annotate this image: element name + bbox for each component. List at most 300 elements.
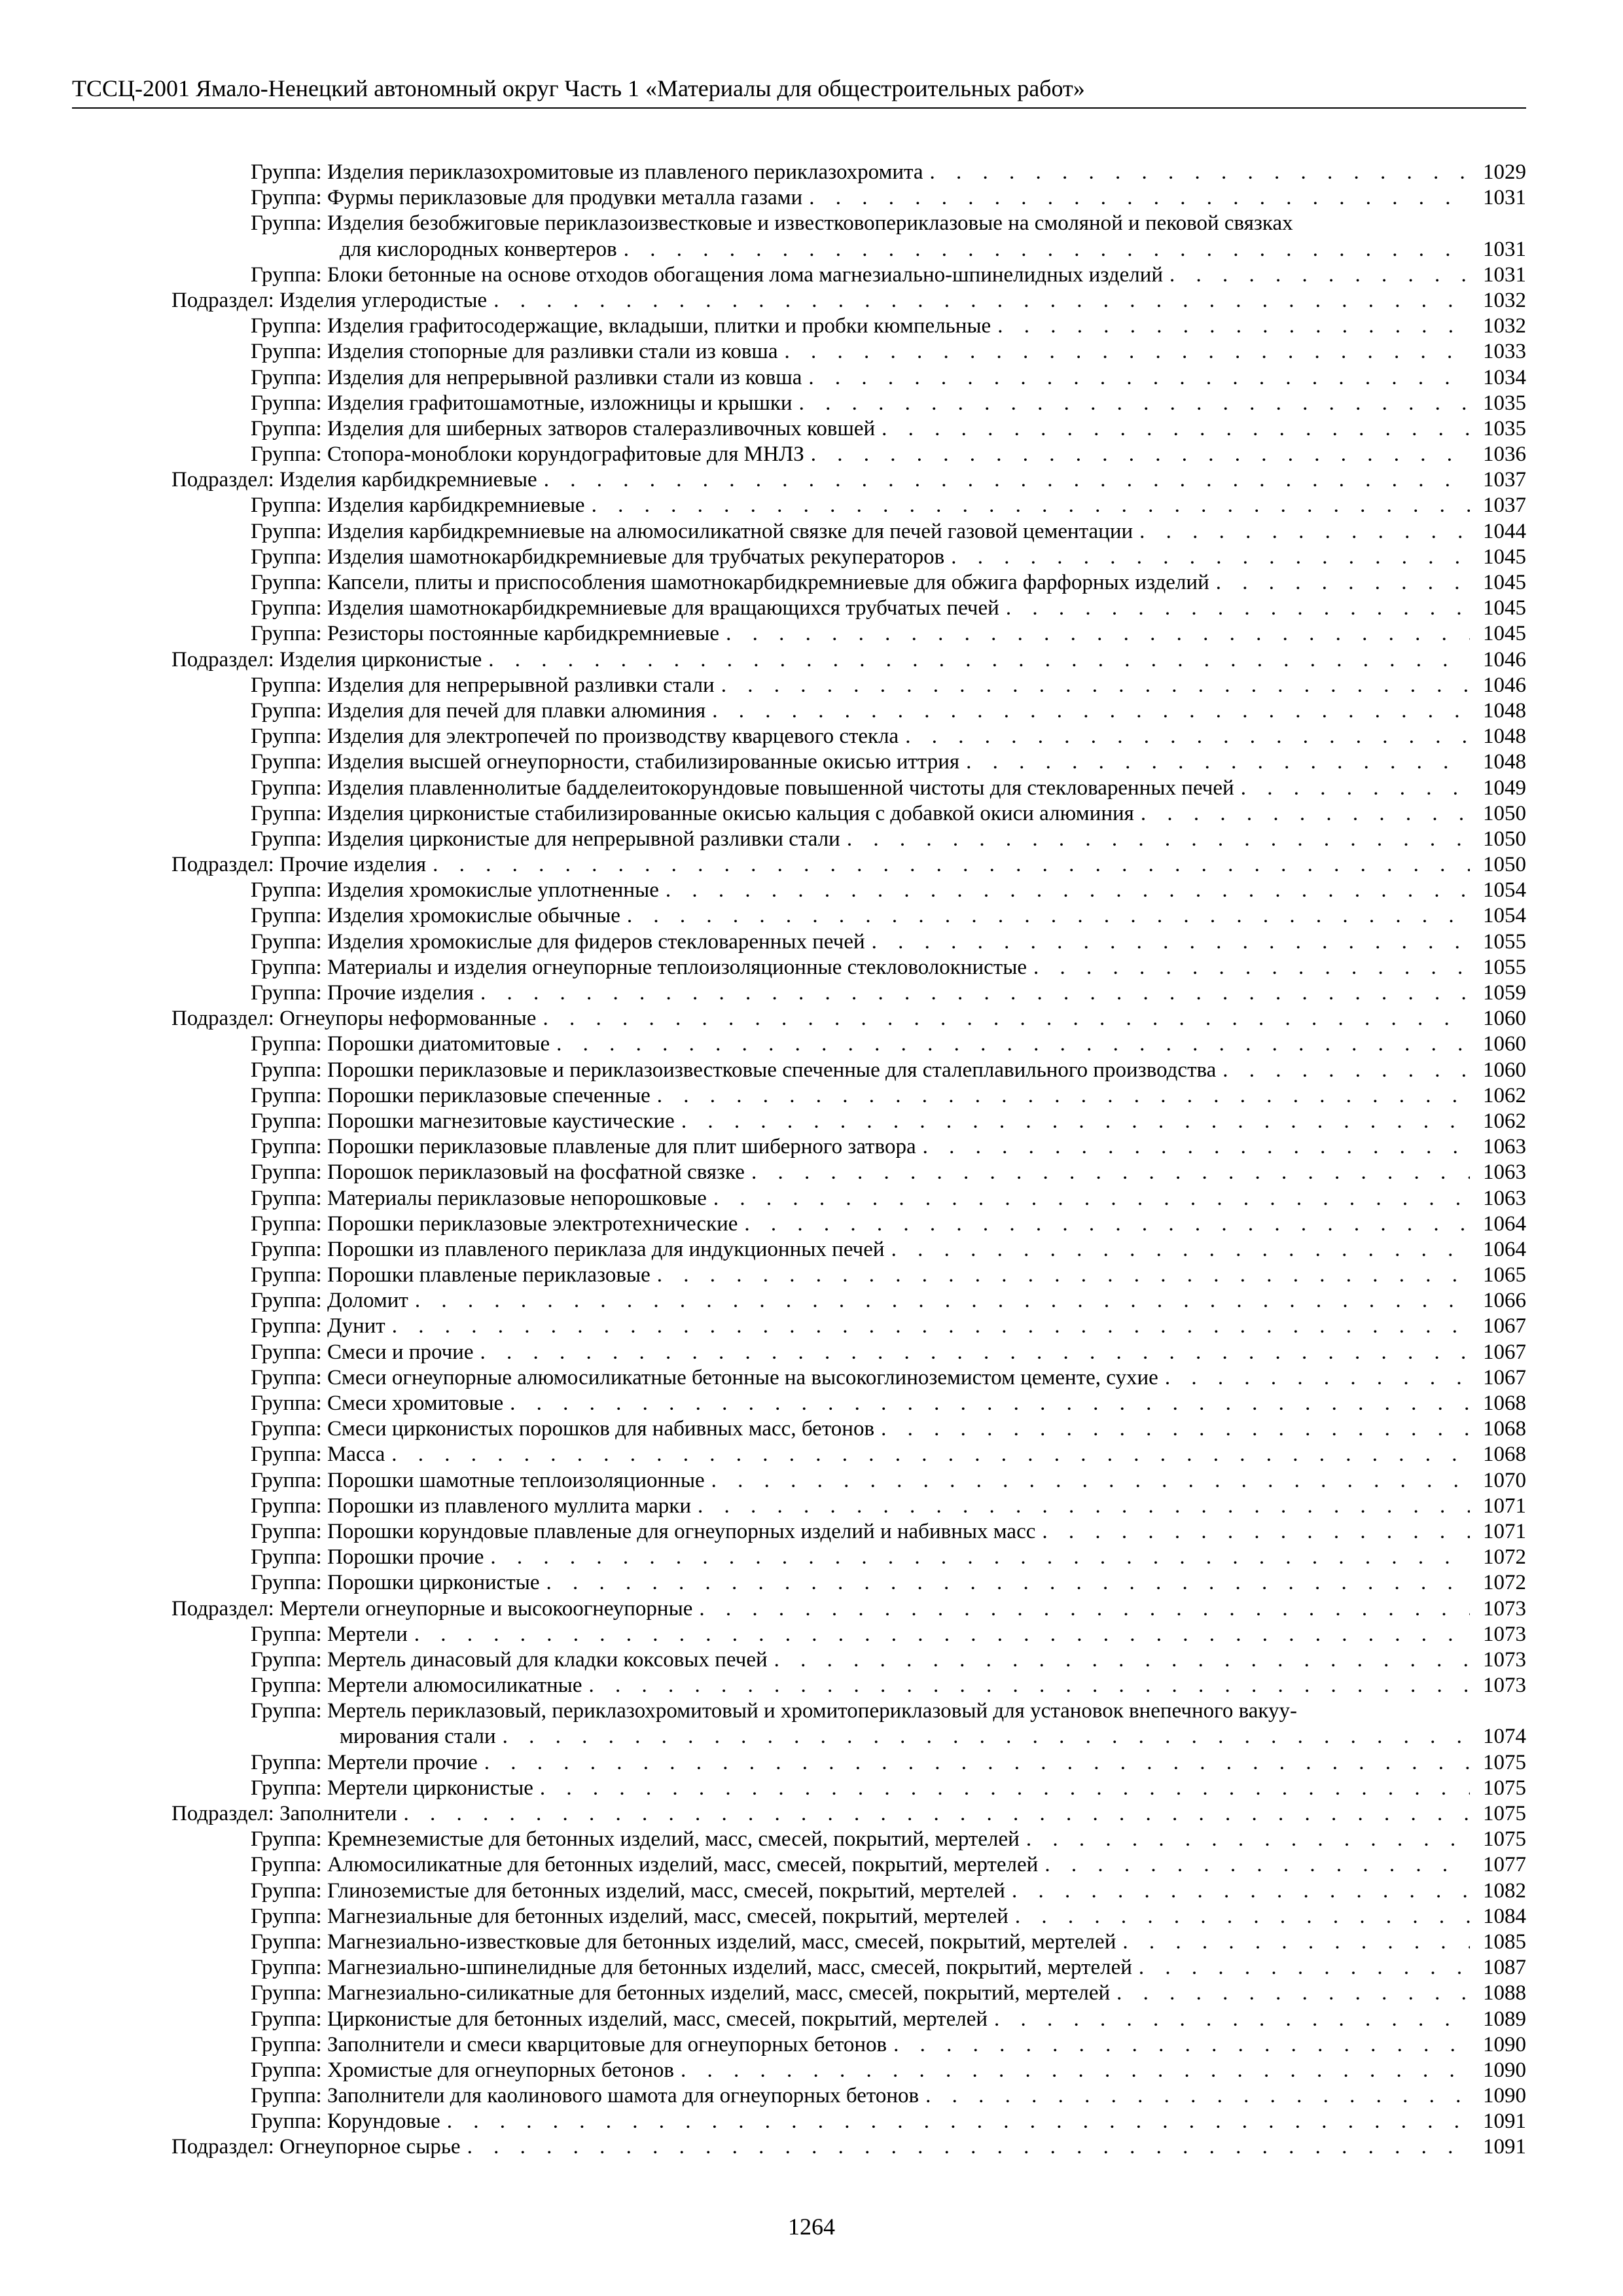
toc-entry-title: Группа: Порошки периклазовые плавленые для плит шиберного затвора — [251, 1135, 916, 1159]
dot-leader — [774, 1647, 1470, 1673]
toc-entry-title: Группа: Алюмосиликатные для бетонных изделий, масс, смесей, покрытий, мертелей — [251, 1853, 1039, 1877]
dot-leader — [1015, 1904, 1470, 1929]
toc-subsection-entry — [0, 2134, 1623, 2160]
toc-group-entry — [0, 1031, 1623, 1057]
dot-leader — [847, 827, 1470, 852]
toc-entry-title: Группа: Изделия карбидкремниевые на алюмосиликатной связке для печей газовой цементации — [251, 519, 1133, 543]
toc-entry-title: Подраздел: Изделия карбидкремниевые — [171, 468, 537, 492]
toc-entry-page: 1066 — [1483, 1289, 1526, 1313]
toc-entry-title: Группа: Блоки бетонные на основе отходов обогащения лома магнезиально-шпинелидных изделий — [251, 262, 1164, 287]
toc-entry-title: Группа: Хромистые для огнеупорных бетонов — [251, 2058, 675, 2082]
dot-leader — [414, 1622, 1470, 1647]
dot-leader — [799, 391, 1470, 416]
dot-leader — [480, 1340, 1471, 1365]
toc-entry-title: Группа: Изделия периклазохромитовые из плавленого периклазохромита — [251, 160, 923, 184]
toc-entry-title: Группа: Порошки плавленые периклазовые — [251, 1263, 651, 1287]
toc-entry-page: 1068 — [1483, 1417, 1526, 1441]
toc-group-entry — [0, 1468, 1623, 1494]
toc-group-entry — [0, 980, 1623, 1006]
toc-entry-title: Группа: Капсели, плиты и приспособления шамотнокарбидкремниевые для обжига фарфорных изделий — [251, 571, 1209, 594]
dot-leader — [493, 288, 1470, 314]
toc-entry-title: Группа: Заполнители для каолинового шамота для огнеупорных бетонов — [251, 2084, 919, 2108]
toc-entry-page: 1068 — [1483, 1391, 1526, 1415]
toc-entry-page: 1062 — [1483, 1083, 1526, 1107]
toc-group-entry — [0, 1134, 1623, 1160]
toc-group-entry — [0, 724, 1623, 749]
toc-group-entry — [0, 416, 1623, 442]
toc-entry-page: 1048 — [1483, 698, 1526, 723]
toc-entry-title: Группа: Смеси огнеупорные алюмосиликатные бетонные на высокоглиноземистом цементе, сухие — [251, 1365, 1158, 1390]
toc-entry-title: Подраздел: Прочие изделия — [171, 853, 427, 877]
toc-entry-page: 1036 — [1483, 442, 1526, 467]
toc-entry-page: 1067 — [1483, 1365, 1526, 1390]
dot-leader — [1241, 776, 1470, 801]
toc-entry-page: 1037 — [1483, 468, 1526, 492]
dot-leader — [484, 1750, 1470, 1776]
toc-group-entry — [0, 1263, 1623, 1288]
toc-entry-title: Группа: Изделия хромокислые уплотненные — [251, 878, 659, 903]
toc-entry-title: Группа: Порошки шамотные теплоизоляционные — [251, 1468, 705, 1492]
toc-entry-title: Группа: Изделия стопорные для разливки стали из ковша — [251, 340, 778, 364]
dot-leader — [698, 1494, 1470, 1519]
toc-group-entry — [0, 1904, 1623, 1929]
toc-entry-title: Группа: Стопора-моноблоки корундографитовые для МНЛЗ — [251, 442, 804, 467]
toc-entry-page: 1045 — [1483, 545, 1526, 569]
dot-leader — [480, 980, 1470, 1006]
toc-entry-page: 1045 — [1483, 571, 1526, 594]
toc-entry-title: Группа: Изделия для шиберных затворов сталеразливочных ковшей — [251, 416, 876, 440]
toc-entry-page: 1075 — [1483, 1827, 1526, 1852]
toc-entry-title: Группа: Изделия цирконистые для непрерывной разливки стали — [251, 827, 840, 851]
toc-group-entry — [0, 2109, 1623, 2134]
toc-entry-title: Группа: Дунит — [251, 1314, 385, 1338]
toc-group-entry — [0, 262, 1623, 288]
dot-leader — [893, 2032, 1470, 2058]
dot-leader — [751, 1160, 1470, 1185]
toc-group-entry — [0, 339, 1623, 365]
dot-leader — [589, 1673, 1470, 1698]
toc-entry-page: 1073 — [1483, 1674, 1526, 1698]
toc-entry-title: Подраздел: Заполнители — [171, 1802, 397, 1825]
toc-entry-page: 1062 — [1483, 1109, 1526, 1133]
toc-entry-title: Группа: Изделия для электропечей по производству кварцевого стекла — [251, 725, 899, 749]
toc-entry-title: Группа: Изделия для непрерывной разливки стали из ковша — [251, 365, 802, 389]
toc-group-entry — [0, 2032, 1623, 2058]
toc-entry-title: Группа: Изделия для непрерывной разливки стали — [251, 673, 715, 697]
toc-entry-page: 1072 — [1483, 1571, 1526, 1595]
toc-entry-page: 1037 — [1483, 493, 1526, 518]
dot-leader — [930, 160, 1470, 185]
toc-entry-page: 1075 — [1483, 1776, 1526, 1800]
dot-leader — [467, 2134, 1470, 2160]
toc-entry-title: Группа: Доломит — [251, 1289, 408, 1313]
toc-group-entry — [0, 1237, 1623, 1263]
toc-group-entry — [0, 673, 1623, 698]
dot-leader — [543, 1006, 1470, 1031]
dot-leader — [713, 1186, 1470, 1211]
toc-entry-title: Группа: Мертель динасовый для кладки коксовых печей — [251, 1647, 768, 1672]
dot-leader — [905, 724, 1470, 749]
toc-group-entry — [0, 1776, 1623, 1801]
toc-entry-title: Группа: Порошки из плавленого муллита марки — [251, 1494, 691, 1518]
toc-subsection-entry — [0, 1006, 1623, 1031]
toc-entry-title: Группа: Прочие изделия — [251, 981, 474, 1005]
dot-leader — [872, 929, 1470, 955]
dot-leader — [1042, 1519, 1470, 1545]
toc-entry-page: 1046 — [1483, 673, 1526, 697]
toc-entry-page: 1055 — [1483, 955, 1526, 979]
toc-entry-page: 1090 — [1483, 2058, 1526, 2082]
table-of-contents — [0, 160, 1623, 2161]
dot-leader — [433, 852, 1470, 878]
toc-entry-page: 1071 — [1483, 1519, 1526, 1543]
toc-entry-title: Группа: Мертели алюмосиликатные — [251, 1674, 582, 1698]
toc-group-entry — [0, 2083, 1623, 2109]
toc-entry-page: 1031 — [1483, 262, 1526, 287]
dot-leader — [546, 1570, 1470, 1596]
toc-group-entry — [0, 1083, 1623, 1109]
toc-entry-title: Группа: Материалы и изделия огнеупорные теплоизоляционные стекловолокнистые — [251, 955, 1027, 979]
toc-entry-title: Группа: Порошок периклазовый на фосфатной связке — [251, 1160, 745, 1185]
dot-leader — [556, 1031, 1470, 1057]
toc-subsection-entry — [0, 288, 1623, 314]
toc-entry-title: Группа: Корундовые — [251, 2109, 440, 2134]
toc-entry-page: 1034 — [1483, 365, 1526, 389]
toc-entry-title: Группа: Порошки периклазовые электротехнические — [251, 1211, 738, 1236]
toc-entry-page: 1068 — [1483, 1443, 1526, 1467]
page-number: 1264 — [788, 2214, 835, 2240]
dot-leader — [1139, 519, 1470, 545]
toc-group-entry — [0, 801, 1623, 827]
toc-entry-page: 1032 — [1483, 288, 1526, 312]
toc-subsection-entry — [0, 467, 1623, 493]
toc-entry-page: 1075 — [1483, 1802, 1526, 1825]
toc-entry-title: Группа: Материалы периклазовые непорошковые — [251, 1186, 707, 1210]
toc-entry-title: Подраздел: Изделия углеродистые — [171, 288, 488, 312]
toc-entry-page: 1031 — [1483, 237, 1526, 261]
toc-subsection-entry — [0, 1801, 1623, 1827]
dot-leader — [624, 237, 1470, 262]
toc-entry-title: Группа: Смеси хромитовые — [251, 1391, 504, 1415]
toc-group-entry — [0, 1391, 1623, 1416]
dot-leader — [392, 1314, 1470, 1339]
toc-entry-page: 1048 — [1483, 725, 1526, 749]
toc-group-entry — [0, 1519, 1623, 1545]
toc-entry-title: Группа: Изделия графитошамотные, изложницы и крышки — [251, 391, 793, 415]
toc-entry-page: 1050 — [1483, 801, 1526, 825]
toc-group-entry — [0, 519, 1623, 545]
toc-group-entry — [0, 1288, 1623, 1314]
toc-entry-title: Группа: Изделия плавленнолитые бадделеитокорундовые повышенной чистоты для стекловаренных печей — [251, 776, 1234, 800]
toc-group-entry — [0, 314, 1623, 339]
toc-entry-page: 1090 — [1483, 2032, 1526, 2056]
dot-leader — [1026, 1827, 1470, 1852]
dot-leader — [699, 1596, 1470, 1622]
toc-entry-continuation — [0, 1724, 1623, 1749]
toc-entry-title: Группа: Порошки периклазовые и периклазоизвестковые спеченные для сталеплавильного производства — [251, 1058, 1217, 1082]
toc-entry-page: 1073 — [1483, 1596, 1526, 1621]
toc-entry-title: Группа: Магнезиально-шпинелидные для бетонных изделий, масс, смесей, покрытий, мертелей — [251, 1956, 1132, 1980]
toc-entry-page: 1055 — [1483, 929, 1526, 954]
toc-group-entry — [0, 160, 1623, 185]
toc-entry-page: 1067 — [1483, 1340, 1526, 1364]
dot-leader — [712, 698, 1470, 724]
toc-entry-page: 1089 — [1483, 2007, 1526, 2031]
toc-entry-title: Группа: Мертели цирконистые — [251, 1776, 533, 1800]
toc-group-entry — [0, 1878, 1623, 1904]
dot-leader — [1044, 1852, 1470, 1878]
toc-entry-page: 1085 — [1483, 1929, 1526, 1954]
toc-entry-title: Группа: Заполнители и смеси кварцитовые для огнеупорных бетонов — [251, 2032, 887, 2056]
toc-entry-page: 1031 — [1483, 186, 1526, 210]
dot-leader — [657, 1083, 1470, 1109]
toc-group-entry — [0, 1545, 1623, 1570]
toc-subsection-entry — [0, 1596, 1623, 1622]
dot-leader — [809, 185, 1470, 211]
toc-group-entry — [0, 1698, 1623, 1724]
toc-group-entry — [0, 1186, 1623, 1211]
toc-group-entry — [0, 365, 1623, 391]
dot-leader — [966, 749, 1470, 775]
toc-entry-page: 1091 — [1483, 2135, 1526, 2159]
toc-entry-title: Группа: Порошки цирконистые — [251, 1571, 540, 1595]
page-header — [72, 72, 1526, 109]
toc-entry-page: 1090 — [1483, 2084, 1526, 2108]
dot-leader — [711, 1468, 1470, 1494]
toc-group-entry — [0, 1827, 1623, 1852]
toc-entry-page: 1060 — [1483, 1007, 1526, 1031]
toc-entry-page: 1075 — [1483, 1750, 1526, 1774]
toc-entry-title: Подраздел: Огнеупорное сырье — [171, 2135, 461, 2159]
dot-leader — [951, 545, 1470, 570]
toc-entry-title: Группа: Мертель периклазовый, периклазохромитовый и хромитопериклазовый для установок внепечного вакуу- — [251, 1699, 1297, 1723]
toc-group-entry — [0, 1570, 1623, 1596]
dot-leader — [925, 2083, 1470, 2109]
dot-leader — [404, 1801, 1470, 1827]
dot-leader — [726, 621, 1470, 647]
dot-leader — [785, 339, 1471, 365]
toc-group-entry — [0, 570, 1623, 596]
toc-entry-page: 1065 — [1483, 1263, 1526, 1287]
toc-entry-page: 1082 — [1483, 1878, 1526, 1903]
toc-entry-title: Группа: Изделия шамотнокарбидкремниевые для вращающихся трубчатых печей — [251, 596, 999, 620]
toc-entry-title: Группа: Порошки периклазовые спеченные — [251, 1083, 651, 1107]
dot-leader — [1006, 596, 1470, 621]
toc-entry-page: 1064 — [1483, 1211, 1526, 1236]
toc-group-entry — [0, 955, 1623, 980]
toc-entry-title: Группа: Мертели прочие — [251, 1750, 478, 1774]
toc-entry-page: 1073 — [1483, 1622, 1526, 1646]
toc-entry-title-continuation: для кислородных конвертеров — [340, 237, 617, 261]
toc-entry-title: Группа: Изделия шамотнокарбидкремниевые для трубчатых рекуператоров — [251, 545, 945, 569]
toc-group-entry — [0, 2007, 1623, 2032]
dot-leader — [666, 878, 1470, 903]
dot-leader — [1222, 1058, 1470, 1083]
toc-entry-page: 1063 — [1483, 1160, 1526, 1185]
toc-group-entry — [0, 698, 1623, 724]
dot-leader — [882, 416, 1470, 442]
toc-entry-title: Группа: Изделия для печей для плавки алюминия — [251, 698, 706, 723]
dot-leader — [1033, 955, 1470, 980]
dot-leader — [923, 1134, 1470, 1160]
toc-entry-title: Группа: Изделия высшей огнеупорности, стабилизированные окисью иттрия — [251, 750, 960, 774]
dot-leader — [1169, 262, 1470, 288]
toc-entry-page: 1029 — [1483, 160, 1526, 184]
dot-leader — [1141, 801, 1470, 827]
dot-leader — [447, 2109, 1470, 2134]
dot-leader — [1139, 1955, 1470, 1981]
toc-entry-title: Группа: Магнезиально-известковые для бетонных изделий, масс, смесей, покрытий, мертелей — [251, 1929, 1116, 1954]
toc-entry-title: Группа: Порошки из плавленого периклаза для индукционных печей — [251, 1237, 885, 1261]
toc-group-entry — [0, 1314, 1623, 1339]
toc-entry-page: 1045 — [1483, 622, 1526, 646]
toc-entry-page: 1049 — [1483, 776, 1526, 800]
dot-leader — [510, 1391, 1470, 1416]
toc-entry-title: Группа: Порошки диатомитовые — [251, 1032, 550, 1056]
toc-entry-page: 1088 — [1483, 1981, 1526, 2005]
toc-entry-title: Группа: Порошки магнезитовые каустические — [251, 1109, 675, 1133]
toc-entry-title: Группа: Магнезиально-силикатные для бетонных изделий, масс, смесей, покрытий, мертелей — [251, 1981, 1111, 2005]
toc-entry-title: Группа: Смеси цирконистых порошков для набивных масс, бетонов — [251, 1417, 875, 1441]
toc-group-entry — [0, 1750, 1623, 1776]
toc-entry-page: 1070 — [1483, 1468, 1526, 1492]
toc-entry-continuation — [0, 237, 1623, 262]
toc-group-entry — [0, 1109, 1623, 1134]
dot-leader — [415, 1288, 1470, 1314]
toc-group-entry — [0, 1622, 1623, 1647]
toc-group-entry — [0, 211, 1623, 236]
dot-leader — [540, 1776, 1470, 1801]
toc-entry-page: 1050 — [1483, 853, 1526, 877]
toc-entry-title: Подраздел: Огнеупоры неформованные — [171, 1007, 537, 1031]
dot-leader — [503, 1724, 1470, 1749]
toc-group-entry — [0, 596, 1623, 621]
toc-entry-page: 1032 — [1483, 314, 1526, 338]
toc-entry-page: 1064 — [1483, 1237, 1526, 1261]
header-title: ТССЦ-2001 Ямало-Ненецкий автономный округ Часть 1 «Материалы для общестроительных работ» — [72, 75, 1085, 101]
toc-entry-page: 1084 — [1483, 1904, 1526, 1928]
toc-group-entry — [0, 391, 1623, 416]
dot-leader — [994, 2007, 1470, 2032]
dot-leader — [1116, 1981, 1470, 2006]
toc-group-entry — [0, 827, 1623, 852]
toc-entry-page: 1060 — [1483, 1032, 1526, 1056]
toc-entry-title: Группа: Изделия хромокислые для фидеров стекловаренных печей — [251, 929, 865, 954]
dot-leader — [1165, 1365, 1470, 1391]
toc-entry-page: 1044 — [1483, 519, 1526, 543]
toc-entry-page: 1074 — [1483, 1725, 1526, 1749]
toc-entry-title: Группа: Смеси и прочие — [251, 1340, 474, 1364]
dot-leader — [391, 1442, 1470, 1467]
toc-entry-title: Группа: Фурмы периклазовые для продувки металла газами — [251, 186, 803, 210]
toc-entry-title: Группа: Порошки прочие — [251, 1545, 484, 1570]
toc-entry-title: Группа: Изделия графитосодержащие, вкладыши, плитки и пробки кюмпельные — [251, 314, 991, 338]
toc-entry-title: Группа: Изделия цирконистые стабилизированные окисью кальция с добавкой окиси алюминия — [251, 801, 1134, 825]
dot-leader — [681, 1109, 1470, 1134]
toc-entry-title: Группа: Изделия безобжиговые периклазоизвестковые и известковопериклазовые на смоляной и пековой связках — [251, 211, 1293, 236]
dot-leader — [657, 1263, 1470, 1288]
toc-entry-page: 1048 — [1483, 750, 1526, 774]
dot-leader — [488, 647, 1470, 673]
toc-entry-page: 1071 — [1483, 1494, 1526, 1518]
dot-leader — [490, 1545, 1470, 1570]
toc-group-entry — [0, 878, 1623, 903]
toc-group-entry — [0, 1211, 1623, 1237]
toc-group-entry — [0, 1442, 1623, 1467]
dot-leader — [1012, 1878, 1470, 1904]
toc-group-entry — [0, 749, 1623, 775]
toc-group-entry — [0, 1955, 1623, 1981]
toc-group-entry — [0, 1494, 1623, 1519]
toc-entry-page: 1067 — [1483, 1314, 1526, 1338]
toc-group-entry — [0, 929, 1623, 955]
toc-entry-page: 1035 — [1483, 391, 1526, 415]
toc-entry-page: 1087 — [1483, 1956, 1526, 1980]
toc-group-entry — [0, 621, 1623, 647]
toc-group-entry — [0, 185, 1623, 211]
toc-entry-page: 1035 — [1483, 416, 1526, 440]
toc-group-entry — [0, 442, 1623, 467]
dot-leader — [744, 1211, 1470, 1237]
toc-entry-page: 1063 — [1483, 1186, 1526, 1210]
toc-entry-title: Группа: Магнезиальные для бетонных изделий, масс, смесей, покрытий, мертелей — [251, 1904, 1008, 1928]
dot-leader — [592, 493, 1470, 518]
toc-entry-title: Группа: Резисторы постоянные карбидкремниевые — [251, 622, 720, 646]
toc-group-entry — [0, 903, 1623, 929]
toc-entry-title-continuation: мирования стали — [340, 1725, 496, 1749]
dot-leader — [808, 365, 1470, 391]
toc-entry-page: 1073 — [1483, 1647, 1526, 1672]
dot-leader — [681, 2058, 1470, 2083]
dot-leader — [544, 467, 1470, 493]
toc-group-entry — [0, 1416, 1623, 1442]
toc-group-entry — [0, 1365, 1623, 1391]
toc-group-entry — [0, 1673, 1623, 1698]
toc-entry-title: Группа: Изделия карбидкремниевые — [251, 493, 585, 518]
toc-entry-page: 1045 — [1483, 596, 1526, 620]
toc-entry-title: Группа: Мертели — [251, 1622, 408, 1646]
toc-entry-title: Подраздел: Мертели огнеупорные и высокоогнеупорные — [171, 1596, 693, 1621]
toc-entry-page: 1050 — [1483, 827, 1526, 851]
dot-leader — [811, 442, 1470, 467]
toc-entry-page: 1060 — [1483, 1058, 1526, 1082]
dot-leader — [881, 1416, 1470, 1442]
toc-entry-page: 1046 — [1483, 647, 1526, 672]
toc-entry-title: Подраздел: Изделия цирконистые — [171, 647, 482, 672]
dot-leader — [1122, 1929, 1470, 1955]
dot-leader — [891, 1237, 1470, 1263]
toc-entry-page: 1054 — [1483, 878, 1526, 903]
toc-entry-title: Группа: Цирконистые для бетонных изделий, масс, смесей, покрытий, мертелей — [251, 2007, 988, 2031]
toc-group-entry — [0, 1647, 1623, 1673]
toc-group-entry — [0, 545, 1623, 570]
toc-group-entry — [0, 493, 1623, 518]
toc-entry-page: 1077 — [1483, 1853, 1526, 1877]
dot-leader — [997, 314, 1470, 339]
toc-entry-title: Группа: Порошки корундовые плавленые для огнеупорных изделий и набивных масс — [251, 1519, 1036, 1543]
toc-entry-title: Группа: Масса — [251, 1443, 385, 1467]
toc-entry-page: 1072 — [1483, 1545, 1526, 1570]
toc-subsection-entry — [0, 852, 1623, 878]
toc-subsection-entry — [0, 647, 1623, 673]
toc-group-entry — [0, 1981, 1623, 2006]
toc-entry-page: 1059 — [1483, 981, 1526, 1005]
dot-leader — [627, 903, 1470, 929]
toc-group-entry — [0, 1340, 1623, 1365]
toc-entry-title: Группа: Изделия хромокислые обычные — [251, 904, 620, 928]
dot-leader — [721, 673, 1470, 698]
toc-group-entry — [0, 1929, 1623, 1955]
